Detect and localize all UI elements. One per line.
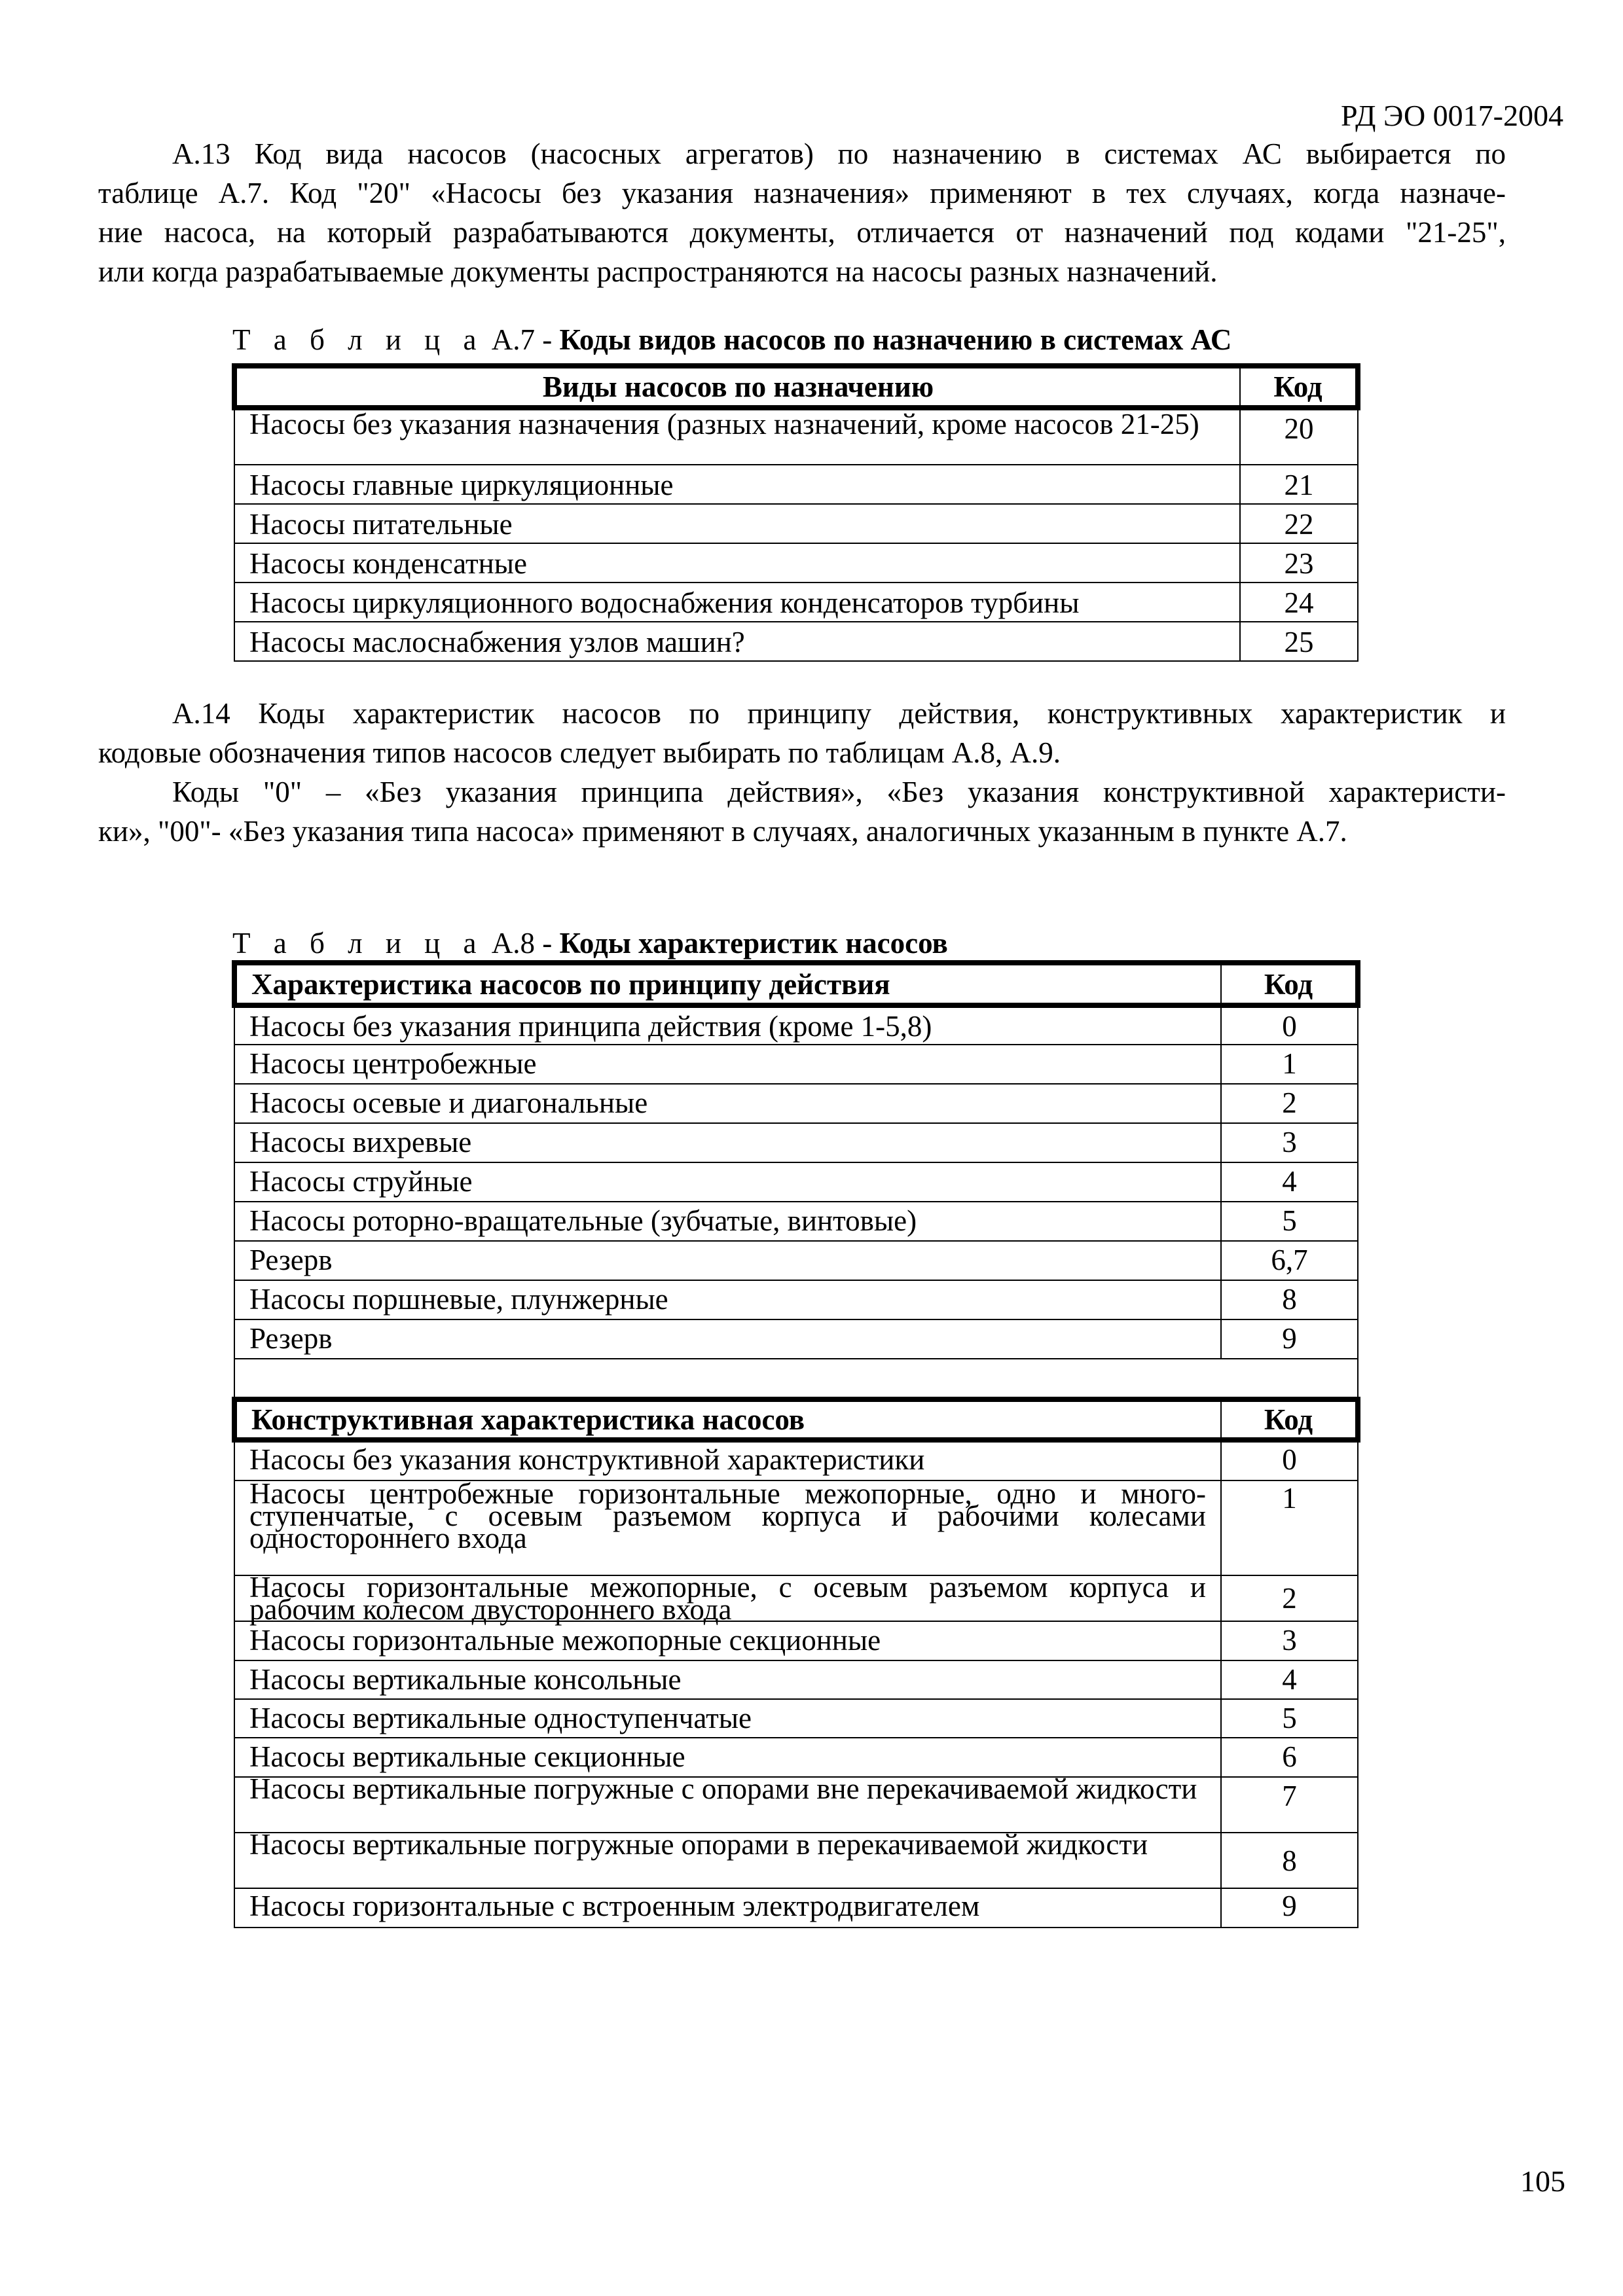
table-a8 — [232, 960, 1360, 1928]
characteristic-cell: Насосы роторно-вращательные (зубчатые, винтовые) — [234, 1202, 1221, 1241]
code-cell: 0 — [1221, 1440, 1358, 1480]
paragraph-line: ки», "00"- «Без указания типа насоса» применяют в случаях, аналогичных указанным в пункте А.7. — [98, 815, 1347, 848]
table-a7 — [232, 363, 1360, 662]
table-row — [234, 1777, 1358, 1833]
table-row — [234, 1319, 1358, 1359]
code-cell: 24 — [1240, 583, 1358, 622]
table-row — [234, 408, 1358, 465]
paragraph-line: ние насоса, на который разрабатываются документы, отличается от назначений под кодами "21-25", — [98, 216, 1506, 249]
paragraph-line: таблице А.7. Код "20" «Насосы без указания назначения» применяют в тех случаях, когда назначе- — [98, 177, 1506, 209]
code-cell: 8 — [1221, 1280, 1358, 1319]
paragraph-line: или когда разрабатываемые документы распространяются на насосы разных назначений. — [98, 255, 1218, 288]
characteristic-cell: Насосы вертикальные погружные опорами в перекачиваемой жидкости — [234, 1833, 1221, 1888]
characteristic-cell: Насосы горизонтальные межопорные секционные — [234, 1621, 1221, 1660]
table-row — [234, 1241, 1358, 1280]
paragraph-a13 — [98, 134, 1506, 291]
table-row — [234, 1005, 1358, 1045]
column-header-code: Код — [1221, 963, 1358, 1005]
table-row — [234, 1738, 1358, 1777]
code-cell: 8 — [1221, 1833, 1358, 1888]
characteristic-cell: Резерв — [234, 1241, 1221, 1280]
characteristic-cell: Насосы вертикальные одноступенчатые — [234, 1699, 1221, 1738]
column-header-code: Код — [1240, 366, 1358, 408]
caption-prefix: Т а б л и ц а — [232, 323, 484, 356]
caption-title: Коды видов насосов по назначению в системах АС — [559, 323, 1232, 356]
pump-type-cell: Насосы питательные — [234, 504, 1240, 543]
column-header-principle: Характеристика насосов по принципу действия — [234, 963, 1221, 1005]
table-row — [234, 1480, 1358, 1575]
table-row — [234, 1660, 1358, 1699]
characteristic-cell: Насосы горизонтальные межопорные, с осевым разъемом корпуса и рабочим колесом двустороннего входа — [234, 1575, 1221, 1621]
table-row — [234, 1621, 1358, 1660]
code-cell: 7 — [1221, 1777, 1358, 1833]
table-row — [234, 504, 1358, 543]
code-cell: 23 — [1240, 543, 1358, 583]
characteristic-cell: Насосы поршневые, плунжерные — [234, 1280, 1221, 1319]
table-row — [234, 1280, 1358, 1319]
characteristic-cell: Насосы центробежные — [234, 1045, 1221, 1084]
code-cell: 0 — [1221, 1005, 1358, 1045]
table-row — [234, 1575, 1358, 1621]
characteristic-cell: Насосы вертикальные консольные — [234, 1660, 1221, 1699]
table-row — [234, 1833, 1358, 1888]
caption-number: А.8 - — [491, 927, 553, 960]
paragraph-line: кодовые обозначения типов насосов следует выбирать по таблицам А.8, А.9. — [98, 736, 1061, 769]
table-row — [234, 1045, 1358, 1084]
table-row — [234, 583, 1358, 622]
document-code-header: РД ЭО 0017-2004 — [1341, 99, 1563, 132]
pump-type-cell: Насосы без указания назначения (разных назначений, кроме насосов 21-25) — [234, 408, 1240, 465]
code-cell: 1 — [1221, 1045, 1358, 1084]
table-row — [234, 1888, 1358, 1928]
paragraph-line: А.14 Коды характеристик насосов по принципу действия, конструктивных характеристик и — [172, 697, 1506, 730]
code-cell: 25 — [1240, 622, 1358, 661]
table-row — [234, 1699, 1358, 1738]
code-cell: 5 — [1221, 1202, 1358, 1241]
code-cell: 4 — [1221, 1660, 1358, 1699]
paragraph-line: Коды "0" – «Без указания принципа действия», «Без указания конструктивной характеристи- — [172, 776, 1506, 808]
characteristic-cell: Насосы вихревые — [234, 1123, 1221, 1162]
code-cell: 5 — [1221, 1699, 1358, 1738]
code-cell: 22 — [1240, 504, 1358, 543]
table-a7-caption — [232, 323, 1231, 356]
characteristic-cell: Насосы вертикальные секционные — [234, 1738, 1221, 1777]
pump-type-cell: Насосы маслоснабжения узлов машин? — [234, 622, 1240, 661]
code-cell: 20 — [1240, 408, 1358, 465]
characteristic-cell: Насосы без указания конструктивной характеристики — [234, 1440, 1221, 1480]
pump-type-cell: Насосы конденсатные — [234, 543, 1240, 583]
pump-type-cell: Насосы циркуляционного водоснабжения конденсаторов турбины — [234, 583, 1240, 622]
paragraph-a14 — [98, 694, 1506, 851]
table-header-row — [234, 366, 1358, 408]
caption-title: Коды характеристик насосов — [559, 927, 948, 960]
pump-type-cell: Насосы главные циркуляционные — [234, 465, 1240, 504]
code-cell: 3 — [1221, 1621, 1358, 1660]
column-header-construction: Конструктивная характеристика насосов — [234, 1399, 1221, 1440]
code-cell: 2 — [1221, 1575, 1358, 1621]
paragraph-line: А.13 Код вида насосов (насосных агрегатов) по назначению в системах АС выбирается по — [172, 137, 1506, 170]
table-a8-caption — [232, 927, 948, 960]
code-cell: 21 — [1240, 465, 1358, 504]
table-row — [234, 1084, 1358, 1123]
table-row — [234, 543, 1358, 583]
characteristic-cell: Насосы струйные — [234, 1162, 1221, 1202]
table-row — [234, 1202, 1358, 1241]
table-spacer-row — [234, 1359, 1358, 1399]
caption-number: А.7 - — [491, 323, 553, 356]
code-cell: 6,7 — [1221, 1241, 1358, 1280]
code-cell: 1 — [1221, 1480, 1358, 1575]
characteristic-cell: Резерв — [234, 1319, 1221, 1359]
code-cell: 3 — [1221, 1123, 1358, 1162]
table-row — [234, 465, 1358, 504]
characteristic-cell: Насосы центробежные горизонтальные межопорные, одно и много-ступенчатые, с осевым разъемом корпуса и рабочими колесами одностороннего входа — [234, 1480, 1221, 1575]
table-header-row-construction — [234, 1399, 1358, 1440]
table-row — [234, 1123, 1358, 1162]
table-row — [234, 622, 1358, 661]
code-cell: 9 — [1221, 1319, 1358, 1359]
code-cell: 9 — [1221, 1888, 1358, 1928]
table-row — [234, 1162, 1358, 1202]
table-row — [234, 1440, 1358, 1480]
table-header-row-principle — [234, 963, 1358, 1005]
column-header-code: Код — [1221, 1399, 1358, 1440]
characteristic-cell: Насосы без указания принципа действия (кроме 1-5,8) — [234, 1005, 1221, 1045]
page-number: 105 — [1520, 2164, 1565, 2198]
characteristic-cell: Насосы горизонтальные с встроенным электродвигателем — [234, 1888, 1221, 1928]
empty-cell — [234, 1359, 1358, 1399]
code-cell: 2 — [1221, 1084, 1358, 1123]
code-cell: 4 — [1221, 1162, 1358, 1202]
code-cell: 6 — [1221, 1738, 1358, 1777]
caption-prefix: Т а б л и ц а — [232, 927, 484, 960]
column-header-type: Виды насосов по назначению — [234, 366, 1240, 408]
characteristic-cell: Насосы осевые и диагональные — [234, 1084, 1221, 1123]
characteristic-cell: Насосы вертикальные погружные с опорами вне перекачиваемой жидкости — [234, 1777, 1221, 1833]
